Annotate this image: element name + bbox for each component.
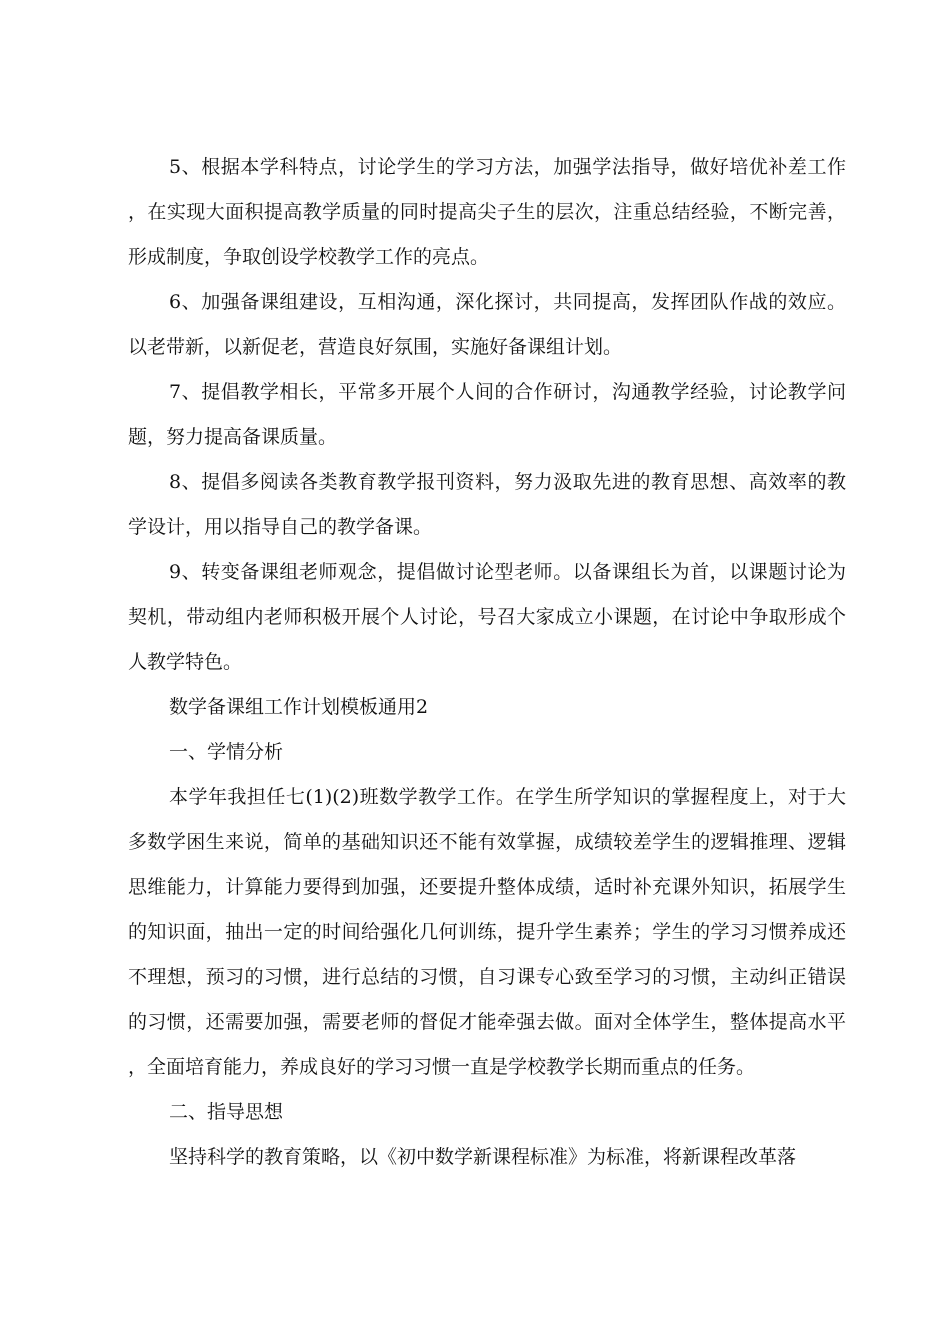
section-title: 数学备课组工作计划模板通用2 [169, 696, 429, 718]
paragraph-item-8: 8、提倡多阅读各类教育教学报刊资料，努力汲取先进的教育思想、高效率的教学设计，用以指导自己的教学备课。 [128, 471, 846, 538]
document-body [128, 145, 846, 1180]
paragraph-item-9: 9、转变备课组老师观念，提倡做讨论型老师。以备课组长为首，以课题讨论为契机，带动组内老师积极开展个人讨论，号召大家成立小课题，在讨论中争取形成个人教学特色。 [128, 561, 846, 673]
heading-guiding-thought: 二、指导思想 [169, 1101, 284, 1123]
guide-paragraph: 坚持科学的教育策略，以《初中数学新课程标准》为标准，将新课程改革落 [169, 1146, 797, 1168]
analysis-paragraph: 本学年我担任七(1)(2)班数学教学工作。在学生所学知识的掌握程度上，对于大多数学困生来说，简单的基础知识还不能有效掌握，成绩较差学生的逻辑推理、逻辑思维能力，计算能力要得到加强，还要提升整体成绩，适时补充课外知识，拓展学生的知识面，抽出一定的时间给强化几何训练，提升学生素养；学生的学习习惯养成还不理想，预习的习惯，进行总结的习惯，自习课专心致至学习的习惯，主动纠正错误的习惯，还需要加强，需要老师的督促才能牵强去做。面对全体学生，整体提高水平，全面培育能力，养成良好的学习习惯一直是学校教学长期而重点的任务。 [128, 786, 846, 1078]
paragraph-item-5: 5、根据本学科特点，讨论学生的学习方法，加强学法指导，做好培优补差工作，在实现大面积提高教学质量的同时提高尖子生的层次，注重总结经验，不断完善，形成制度，争取创设学校教学工作的亮点。 [128, 156, 846, 268]
paragraph-item-7: 7、提倡教学相长，平常多开展个人间的合作研讨，沟通教学经验，讨论教学问题，努力提高备课质量。 [128, 381, 846, 448]
paragraph-item-6: 6、加强备课组建设，互相沟通，深化探讨，共同提高，发挥团队作战的效应。以老带新，以新促老，营造良好氛围，实施好备课组计划。 [128, 291, 846, 358]
heading-student-analysis: 一、学情分析 [169, 741, 284, 763]
